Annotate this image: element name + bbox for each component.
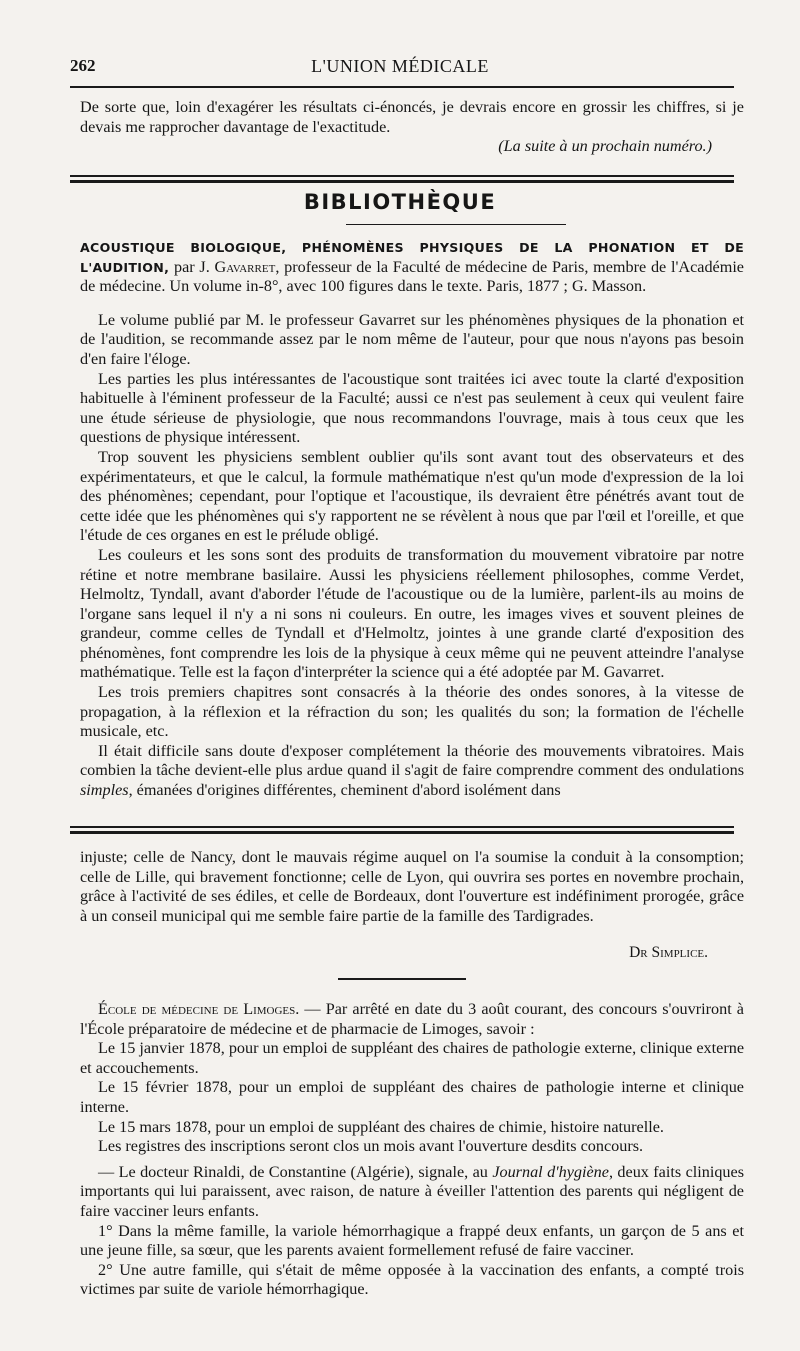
review-paragraph: Les trois premiers chapitres sont consacrés à la théorie des ondes sonores, à la vitesse de propagation, à la réflexion et la réfraction du son; les qualités du son; la formation de l'échelle musicale, etc.	[80, 683, 744, 741]
section-rule-top-thick	[70, 180, 734, 183]
review-last-start: Il était difficile sans doute d'exposer complétement la théorie des mouvements vibratoires. Mais combien la tâche devient-elle plus ardue quand il s'agit de faire comprendre comment des ondulations	[80, 741, 744, 780]
feuilleton-text: injuste; celle de Nancy, dont le mauvais régime auquel on l'a soumise la conduit à la consomption; celle de Lille, qui bravement fonctionne; celle de Lyon, qui ouvrira ses portes en novembre prochain, grâce à l'activité de ses édiles, et celle de Bordeaux, dont l'ouverture est indéfiniment prorogée, grâce à un conseil municipal qui me semble faire partie de la famille des Tardigrades.	[80, 848, 744, 925]
limoges-heading: École de médecine de Limoges.	[98, 1000, 300, 1018]
feuilleton-block	[80, 848, 744, 926]
intro-block	[80, 98, 744, 157]
limoges-item: Les registres des inscriptions seront clos un mois avant l'ouverture desdits concours.	[98, 1137, 644, 1156]
limoges-notice	[80, 1000, 744, 1039]
review-heading: ACOUSTIQUE BIOLOGIQUE, PHÉNOMÈNES PHYSIQUES DE LA PHONATION ET DE L'AUDITION,	[80, 240, 744, 275]
feuilleton-rule	[70, 826, 734, 828]
news-block	[80, 1000, 744, 1300]
feuilleton-signature: Dr Simplice.	[629, 944, 708, 961]
review-paragraph-last	[80, 742, 744, 801]
review-last-italic: simples	[80, 781, 129, 800]
limoges-text: — Par arrêté en date du 3 août courant, des concours s'ouvriront à l'École préparatoire de médecine et de pharmacie de Limoges, savoir :	[80, 1000, 744, 1038]
case-item: 1° Dans la même famille, la variole hémorrhagique a frappé deux enfants, un garçon de 5 ans et une jeune fille, sa sœur, que les parents avaient formellement refusé de faire vacciner.	[80, 1221, 744, 1260]
rinaldi-start: — Le docteur Rinaldi, de Constantine (Algérie), signale, au	[98, 1162, 493, 1181]
case-item: 2° Une autre famille, qui s'était de même opposée à la vaccination des enfants, a compté trois victimes par suite de variole hémorrhagique.	[80, 1260, 744, 1299]
review-author: Gavarret	[214, 257, 276, 276]
review-reference	[80, 238, 744, 297]
rinaldi-notice	[80, 1163, 744, 1222]
title-underline	[346, 224, 566, 225]
review-paragraph: Les parties les plus intéressantes de l'acoustique sont traitées ici avec toute la clarté d'exposition habituelle à l'éminent professeur de la Faculté; aussi ce n'est pas seulement à ceux qui veulent faire une étude sérieuse de physiologie, que nous recommandons l'ouvrage, mais à tous ceux que les questions de physique intéressent.	[80, 369, 744, 447]
review-heading-tail: par J.	[169, 257, 215, 276]
section-title: BIBLIOTHÈQUE	[303, 190, 497, 214]
limoges-item: Le 15 février 1878, pour un emploi de suppléant des chaires de pathologie interne et clinique interne.	[80, 1078, 744, 1116]
page-number: 262	[70, 56, 96, 75]
limoges-item: Le 15 janvier 1878, pour un emploi de suppléant des chaires de pathologie externe, clinique externe et accouchements.	[80, 1039, 744, 1077]
review-reference-text: , professeur de la Faculté de médecine de Paris, membre de l'Académie de médecine. Un volume in-8°, avec 100 figures dans le texte. Paris, 1877 ; G. Masson.	[80, 257, 744, 296]
review-paragraph: Les couleurs et les sons sont des produits de transformation du mouvement vibratoire par notre rétine et notre membrane basilaire. Aussi les physiciens réellement philosophes, comme Verdet, Helmoltz, Tyndall, avant d'aborder l'étude de l'acoustique ou de la lumière, parlent-ils au moins de l'organe sans lequel il n'y a ni sons ni couleurs. En outre, les images vives et souvent pleines de grandeur, comme celles de Tyndall et d'Helmoltz, jointes à une grande clarté d'exposition des phénomènes, font comprendre les lois de la physique à ceux même qui ne peuvent atteindre l'analyse mathématique. Telle est la façon d'interpréter la science qui a été adoptée par M. Gavarret.	[80, 545, 744, 682]
limoges-item: Le 15 mars 1878, pour un emploi de suppléant des chaires de chimie, histoire naturelle.	[98, 1117, 664, 1136]
intro-text: De sorte que, loin d'exagérer les résultats ci-énoncés, je devrais encore en grossir les chiffres, si je devais me rapprocher davantage de l'exactitude.	[80, 98, 744, 136]
page-header	[70, 56, 730, 82]
continuation-note: (La suite à un prochain numéro.)	[498, 137, 712, 156]
feuilleton-rule-thick	[70, 831, 734, 834]
review-paragraph: Trop souvent les physiciens semblent oublier qu'ils sont avant tout des observateurs et des expérimentateurs, et que le calcul, la formule mathématique n'est qu'un mode d'expression de la loi des phénomènes; cependant, pour l'optique et l'acoustique, ils devraient être pénétrés avant tout de cette idée que les phénomènes qui s'y rapportent ne se révèlent à nous que par l'œil et l'oreille, et que l'étude de ces organes en est le prélude obligé.	[80, 447, 744, 545]
review-last-end: , émanées d'origines différentes, cheminent d'abord isolément dans	[128, 781, 561, 800]
review-block	[80, 238, 744, 801]
running-title: L'UNION MÉDICALE	[311, 56, 489, 76]
separator-rule	[338, 978, 466, 980]
rinaldi-journal: Journal d'hygiène	[492, 1162, 609, 1181]
review-paragraph: Le volume publié par M. le professeur Gavarret sur les phénomènes physiques de la phonation et de l'audition, se recommande assez par le nom même de l'auteur, pour que nous n'ayons pas besoin d'en faire l'éloge.	[80, 310, 744, 368]
rinaldi-end: , deux faits cliniques importants qui lui paraissent, avec raison, de nature à éveiller l'attention des parents qui négligent de faire vacciner leurs enfants.	[80, 1162, 745, 1220]
header-rule	[70, 86, 734, 88]
section-rule-top	[70, 175, 734, 177]
